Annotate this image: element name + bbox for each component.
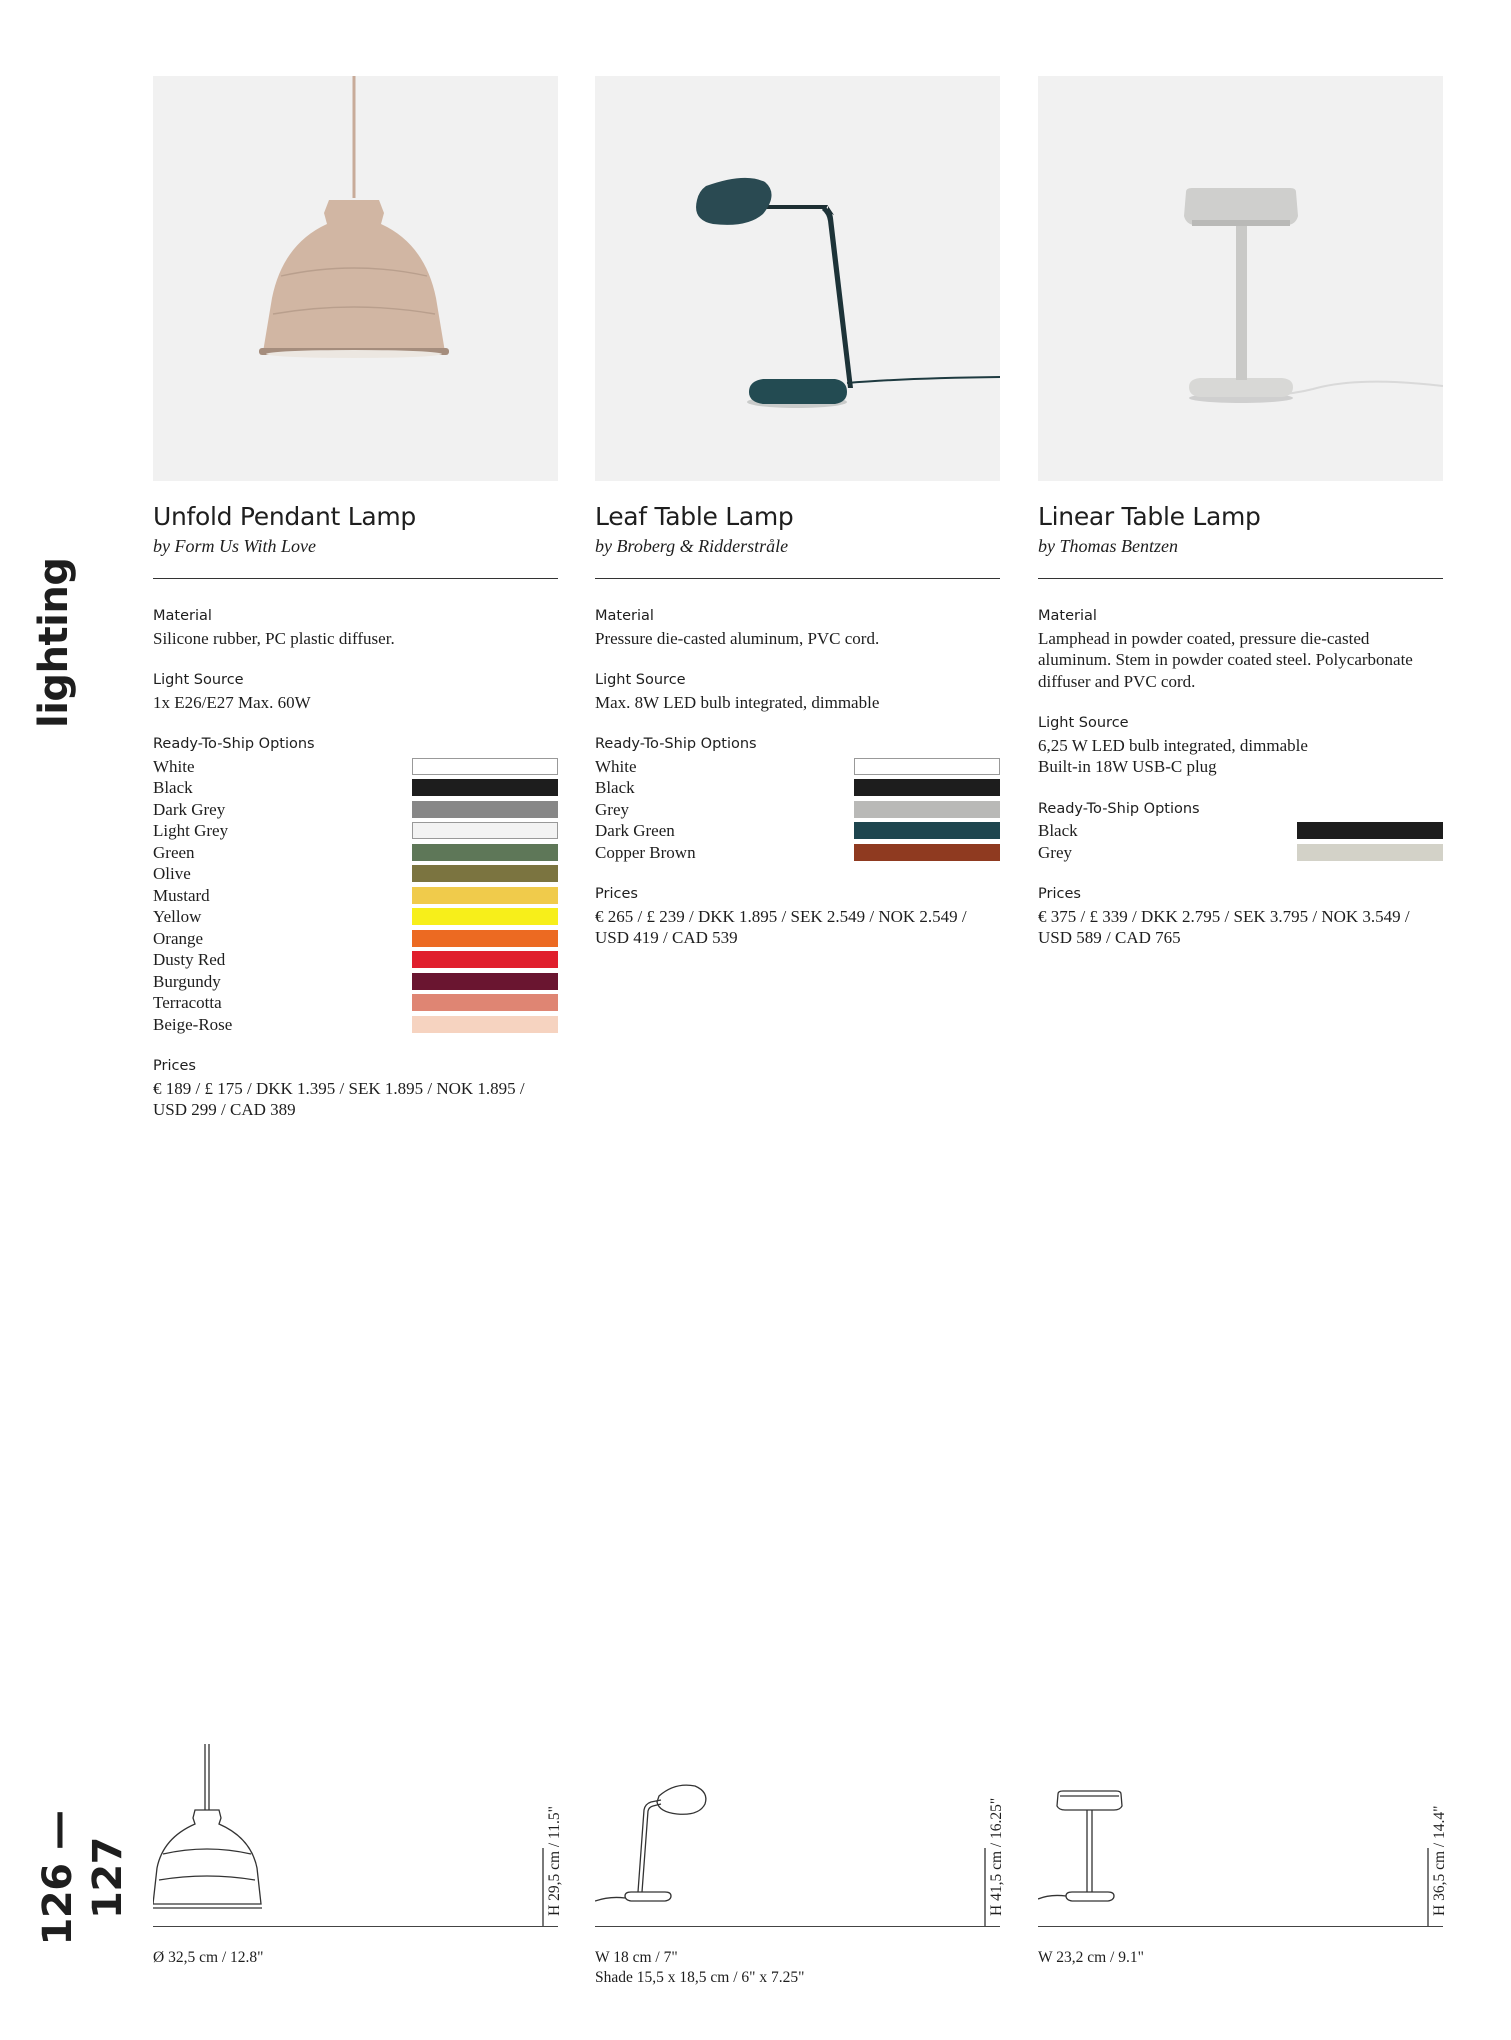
leaf-lamp-image xyxy=(595,76,1000,481)
color-swatch xyxy=(412,908,558,925)
option-name: Dark Grey xyxy=(153,799,226,819)
color-swatch xyxy=(412,865,558,882)
linear-lamp-image xyxy=(1038,76,1443,481)
color-swatch xyxy=(412,822,558,839)
dimension-line: W 18 cm / 7" xyxy=(595,1949,678,1966)
option-name: Copper Brown xyxy=(595,842,696,862)
option-row xyxy=(595,842,1000,864)
unfold-lamp-image xyxy=(153,76,558,481)
leaf-dimension-drawing xyxy=(595,1744,1005,1934)
prices-label: Prices xyxy=(1038,886,1081,902)
material-label: Material xyxy=(595,608,654,624)
option-row xyxy=(153,971,558,993)
option-name: Dark Green xyxy=(595,821,675,840)
color-swatch xyxy=(1297,844,1443,861)
product-photo xyxy=(153,76,558,481)
option-row xyxy=(153,949,558,971)
baseline xyxy=(1038,1926,1443,1927)
dimension-line: Ø 32,5 cm / 12.8" xyxy=(153,1949,264,1966)
prices-line: € 265 / £ 239 / DKK 1.895 / SEK 2.549 / NOK 2.549 / xyxy=(595,906,967,926)
material-text: Pressure die-casted aluminum, PVC cord. xyxy=(595,628,880,648)
unfold-dimension-drawing xyxy=(153,1744,563,1934)
product-linear xyxy=(1038,76,1443,949)
product-photo xyxy=(595,76,1000,481)
color-swatch xyxy=(412,951,558,968)
option-row xyxy=(1038,842,1443,864)
prices-line: USD 589 / CAD 765 xyxy=(1038,928,1181,947)
height-label: H 41,5 cm / 16.25" xyxy=(988,1797,1005,1916)
color-swatch xyxy=(412,758,558,775)
option-row xyxy=(153,799,558,821)
option-name: Olive xyxy=(153,864,191,883)
option-name: Green xyxy=(153,842,195,862)
color-swatch xyxy=(412,994,558,1011)
option-name: Dusty Red xyxy=(153,950,226,969)
color-swatch xyxy=(412,973,558,990)
product-photo xyxy=(1038,76,1443,481)
light-source-label: Light Source xyxy=(595,672,686,688)
options-label: Ready-To-Ship Options xyxy=(153,736,315,752)
options-list xyxy=(1038,820,1443,863)
option-row xyxy=(153,992,558,1014)
section-title: lighting xyxy=(31,557,77,728)
light-source-label: Light Source xyxy=(1038,715,1129,731)
color-swatch xyxy=(854,822,1000,839)
option-name: Black xyxy=(153,778,193,797)
dimension-line: W 23,2 cm / 9.1" xyxy=(1038,1949,1144,1966)
light-source-text: Max. 8W LED bulb integrated, dimmable xyxy=(595,692,880,712)
option-row xyxy=(153,820,558,842)
option-row xyxy=(153,928,558,950)
option-name: Beige-Rose xyxy=(153,1014,233,1034)
option-name: Orange xyxy=(153,928,204,948)
color-swatch xyxy=(854,758,1000,775)
option-row xyxy=(153,1014,558,1036)
options-label: Ready-To-Ship Options xyxy=(595,736,757,752)
option-name: Grey xyxy=(1038,842,1072,862)
color-swatch xyxy=(412,844,558,861)
leaf-dimension-text xyxy=(595,1948,1000,1988)
prices-line: € 189 / £ 175 / DKK 1.395 / SEK 1.895 / NOK 1.895 / xyxy=(153,1078,525,1098)
material-label: Material xyxy=(153,608,212,624)
option-row xyxy=(153,906,558,928)
page-numbers: 126 — 127 xyxy=(35,1810,131,1946)
material-text: Lamphead in powder coated, pressure die-casted aluminum. Stem in powder coated steel. Polycarbonate diffuser and PVC cord. xyxy=(1038,628,1413,691)
option-row xyxy=(153,777,558,799)
options-label: Ready-To-Ship Options xyxy=(1038,800,1200,817)
unfold-line-drawing xyxy=(153,1744,558,1934)
color-swatch xyxy=(412,930,558,947)
product-name: Linear Table Lamp xyxy=(1038,502,1261,531)
light-source-text: 6,25 W LED bulb integrated, dimmable xyxy=(1038,735,1308,755)
option-row xyxy=(595,799,1000,821)
options-list xyxy=(595,756,1000,864)
color-swatch xyxy=(854,844,1000,861)
linear-dimension-drawing xyxy=(1038,1744,1448,1934)
option-name: White xyxy=(595,756,637,776)
color-swatch xyxy=(412,1016,558,1033)
option-row xyxy=(1038,820,1443,842)
material-label: Material xyxy=(1038,608,1097,624)
product-unfold xyxy=(153,76,558,1121)
prices-line: € 375 / £ 339 / DKK 2.795 / SEK 3.795 / NOK 3.549 / xyxy=(1038,906,1410,926)
option-row xyxy=(595,820,1000,842)
product-name: Leaf Table Lamp xyxy=(595,502,794,531)
light-source-text: Built-in 18W USB-C plug xyxy=(1038,757,1217,776)
color-swatch xyxy=(1297,822,1443,839)
option-row xyxy=(153,885,558,907)
prices-line: USD 299 / CAD 389 xyxy=(153,1100,296,1119)
baseline xyxy=(153,1926,558,1927)
linear-line-drawing xyxy=(1038,1744,1443,1934)
option-row xyxy=(595,756,1000,778)
prices-label: Prices xyxy=(595,886,638,902)
option-name: Grey xyxy=(595,799,629,819)
option-name: Light Grey xyxy=(153,821,229,840)
light-source-label: Light Source xyxy=(153,672,244,688)
option-name: Terracotta xyxy=(153,993,222,1012)
color-swatch xyxy=(854,779,1000,796)
light-source-text: 1x E26/E27 Max. 60W xyxy=(153,692,311,712)
option-name: Yellow xyxy=(153,907,202,926)
product-designer: by Broberg & Ridderstråle xyxy=(595,536,789,556)
height-label: H 36,5 cm / 14.4" xyxy=(1431,1805,1448,1916)
option-name: White xyxy=(153,756,195,776)
option-name: Black xyxy=(595,778,635,797)
prices-line: USD 419 / CAD 539 xyxy=(595,928,738,947)
option-row xyxy=(153,756,558,778)
options-list xyxy=(153,756,558,1036)
height-label: H 29,5 cm / 11.5" xyxy=(546,1806,563,1916)
option-name: Mustard xyxy=(153,885,210,905)
linear-dimension-text xyxy=(1038,1948,1443,1968)
option-row xyxy=(153,863,558,885)
option-name: Burgundy xyxy=(153,971,221,991)
prices-label: Prices xyxy=(153,1058,196,1074)
option-row xyxy=(595,777,1000,799)
product-name: Unfold Pendant Lamp xyxy=(153,502,416,531)
product-designer: by Form Us With Love xyxy=(153,536,316,556)
color-swatch xyxy=(854,801,1000,818)
option-row xyxy=(153,842,558,864)
color-swatch xyxy=(412,801,558,818)
color-swatch xyxy=(412,779,558,796)
unfold-dimension-text xyxy=(153,1948,558,1968)
dimension-line: Shade 15,5 x 18,5 cm / 6" x 7.25" xyxy=(595,1969,805,1986)
baseline xyxy=(595,1926,1000,1927)
option-name: Black xyxy=(1038,821,1078,840)
product-leaf xyxy=(595,76,1000,949)
product-designer: by Thomas Bentzen xyxy=(1038,536,1178,556)
leaf-line-drawing xyxy=(595,1744,1000,1934)
material-text: Silicone rubber, PC plastic diffuser. xyxy=(153,628,395,648)
color-swatch xyxy=(412,887,558,904)
